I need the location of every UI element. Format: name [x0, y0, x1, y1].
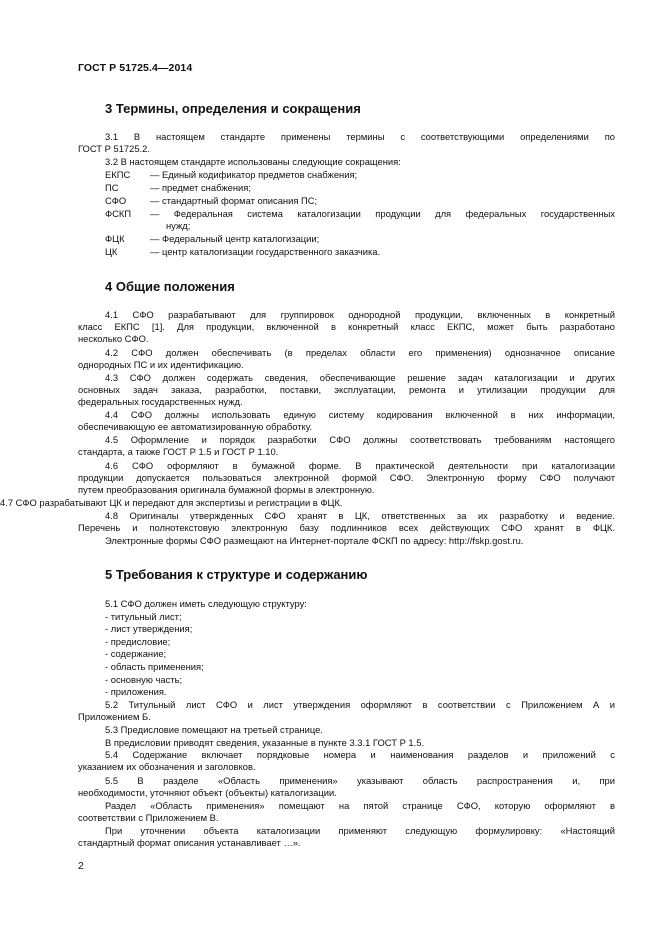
section-3-title: 3 Термины, определения и сокращения: [105, 101, 361, 116]
section-5-title: 5 Требования к структуре и содержанию: [105, 567, 368, 582]
abbreviation-term: ЕКПС: [105, 169, 131, 180]
paragraph-line: стандартный формат описания устанавливает …».: [78, 837, 301, 848]
abbreviation-definition-text: — предмет снабжения;: [150, 182, 251, 193]
paragraph-line: 4.3 СФО должен содержать сведения, обеспечивающие решение задач каталогизации и других: [105, 372, 615, 383]
abbreviation-definition: [150, 195, 615, 207]
abbreviation-term: ФЦК: [105, 233, 125, 244]
paragraph-line: Раздел «Область применения» помещают на пятой странице СФО, которую оформляют в: [105, 800, 615, 811]
paragraph-line: При уточнении объекта каталогизации применяют следующую формулировку: «Настоящий: [105, 825, 615, 836]
list-item: - содержание;: [105, 648, 167, 659]
paragraph-line: Приложением Б.: [78, 711, 151, 722]
abbreviation-definition-text: — Федеральный центр каталогизации;: [150, 233, 320, 244]
paragraph-line: Электронные формы СФО размещают на Интернет-портале ФСКП по адресу: http://fskp.gost.ru.: [105, 535, 524, 546]
paragraph-line: 5.4 Содержание включает порядковые номера и наименования разделов и приложений с: [105, 749, 615, 760]
abbreviation-term: ПС: [105, 182, 119, 193]
abbreviation-definition-text: — Единый кодификатор предметов снабжения;: [150, 169, 358, 180]
paragraph-line: 5.3 Предисловие помещают на третьей странице.: [105, 724, 323, 735]
abbreviation-term: СФО: [105, 195, 127, 206]
paragraph-line: 4.5 Оформление и порядок разработки СФО должны соответствовать требованиям настоящего: [105, 434, 615, 445]
list-item: - предисловие;: [105, 636, 171, 647]
abbreviation-definition-text: — Федеральная система каталогизации продукции для федеральных государственных: [150, 208, 615, 219]
abbreviation-definition: [150, 182, 615, 194]
paragraph-line: федеральных государственных нужд.: [78, 396, 243, 407]
abbreviation-definition: [150, 208, 615, 232]
list-item: - приложения.: [105, 686, 167, 697]
abbreviation-definition-text: — центр каталогизации государственного заказчика.: [150, 246, 381, 257]
paragraph-line: класс ЕКПС [1]. Для продукции, включенной в конкретный класс ЕКПС, может быть разработано: [78, 321, 615, 332]
paragraph-line: продукции допускается пользоваться электронной формой СФО. Электронную форму СФО получают: [78, 472, 615, 483]
abbreviation-definition: [150, 246, 615, 258]
abbreviation-term: ЦК: [105, 246, 118, 257]
paragraph-line: однородных ПС и их идентификацию.: [78, 359, 244, 370]
abbreviation-definition: [150, 169, 615, 181]
paragraph-line: Перечень и полнотекстовую электронную базу подлинников всех действующих СФО хранят в ФЦК.: [78, 522, 615, 533]
page-number: 2: [78, 860, 84, 872]
abbreviation-definition: [150, 233, 615, 245]
list-item: - титульный лист;: [105, 611, 182, 622]
paragraph-line: стандарта, а также ГОСТ Р 1.5 и ГОСТ Р 1.10.: [78, 446, 279, 457]
paragraph-line: 4.6 СФО оформляют в бумажной форме. В практической деятельности при каталогизации: [105, 460, 615, 471]
paragraph-line: В предисловии приводят сведения, указанные в пункте 3.3.1 ГОСТ Р 1.5.: [105, 737, 425, 748]
paragraph-line: ГОСТ Р 51725.2.: [78, 143, 150, 154]
paragraph-line: 5.5 В разделе «Область применения» указывают область распространения и, при: [105, 775, 615, 786]
abbreviation-term: ФСКП: [105, 208, 132, 219]
paragraph-line: 4.2 СФО должен обеспечивать (в пределах области его применения) однозначное описание: [105, 347, 615, 358]
list-item: - основную часть;: [105, 674, 183, 685]
paragraph-line: 3.1 В настоящем стандарте применены термины с соответствующими определениями по: [105, 131, 615, 142]
paragraph-line: необходимости, уточняют объект (объекты) каталогизации.: [78, 787, 337, 798]
abbreviation-definition-text: нужд;: [166, 220, 191, 231]
paragraph-line: 4.4 СФО должны использовать единую систему кодирования включенной в них информации,: [105, 409, 615, 420]
abbreviation-definition-text: — стандартный формат описания ПС;: [150, 195, 318, 206]
document-header: ГОСТ Р 51725.4—2014: [78, 62, 193, 74]
paragraph-line: 4.7 СФО разрабатывают ЦК и передают для экспертизы и регистрации в ФЦК.: [0, 497, 343, 508]
paragraph-line: 4.1 СФО разрабатывают для группировок однородной продукции, включенных в конкретный: [105, 309, 615, 320]
paragraph-line: 5.1 СФО должен иметь следующую структуру:: [105, 598, 307, 609]
paragraph-line: обеспечивающую ее автоматизированную обработку.: [78, 421, 313, 432]
paragraph-line: 5.2 Титульный лист СФО и лист утверждения оформляют в соответствии с Приложением А и: [105, 699, 615, 710]
list-item: - область применения;: [105, 661, 204, 672]
list-item: - лист утверждения;: [105, 623, 193, 634]
paragraph-line: соответствии с Приложением В.: [78, 812, 219, 823]
paragraph-line: 3.2 В настоящем стандарте использованы следующие сокращения:: [105, 156, 401, 167]
section-4-title: 4 Общие положения: [105, 279, 235, 294]
paragraph-line: 4.8 Оригиналы утвержденных СФО хранят в ЦК, ответственных за их разработку и ведение.: [105, 510, 615, 521]
paragraph-line: путем преобразования оригинала бумажной формы в электронную.: [78, 484, 375, 495]
paragraph-line: основных задач заказа, разработки, поставки, эксплуатации, ремонта и утилизации продукции для: [78, 384, 615, 395]
paragraph-line: несколько СФО.: [78, 333, 149, 344]
paragraph-line: указанием их обозначения и заголовков.: [78, 761, 256, 772]
